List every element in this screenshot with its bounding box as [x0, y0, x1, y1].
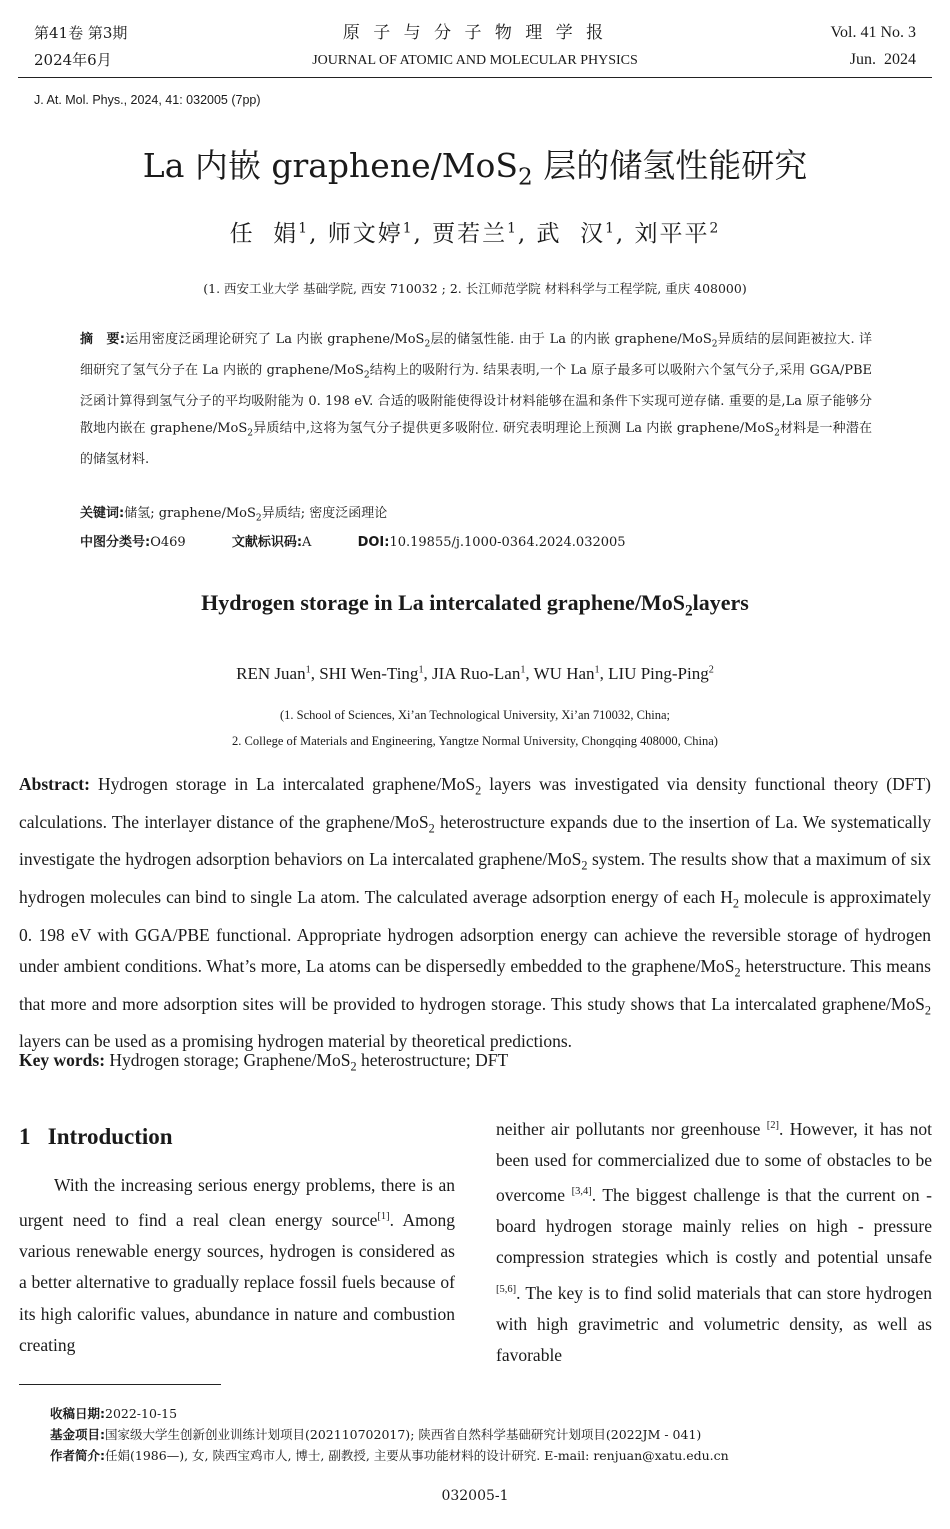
- footnotes: [50, 1403, 729, 1466]
- citation-ref[interactable]: [2]: [766, 1120, 780, 1131]
- abstract-cn-label: 摘 要:: [80, 332, 125, 347]
- authors-en: REN Juan$^1$, SHI Wen-Ting$^1$, JIA Ruo-Lan$^1$, WU Han$^1$, LIU Ping-Ping$^2$: [236, 664, 714, 683]
- funding: 基金项目:国家级大学生创新创业训练计划项目(202110702017); 陕西省自然科学基础研究计划项目(2022JM - 041): [50, 1427, 702, 1442]
- author-cn: 刘平平: [634, 221, 710, 247]
- abstract-en-label: Abstract:: [19, 774, 90, 794]
- author-cn: 贾若兰: [432, 221, 508, 247]
- header-journal-en: JOURNAL OF ATOMIC AND MOLECULAR PHYSICS: [312, 53, 638, 68]
- header-rule: [18, 77, 932, 78]
- header-issue: 第41卷 第3期: [34, 24, 128, 42]
- citation-ref[interactable]: [3,4]: [571, 1186, 592, 1198]
- page-number: 032005-1: [441, 1488, 509, 1504]
- header-date: 2024年6月: [34, 51, 112, 69]
- intro-column-1: With the increasing serious energy problems, there is an urgent need to find a real clean energy source[1]. Among various renewable energy sources, hydrogen is considered as a better alternative to gradually replace fossil fuels because of its high calorific values, abundance in nature and combustion creating: [19, 1175, 455, 1355]
- header-journal-cn: 原 子 与 分 子 物 理 学 报: [342, 23, 608, 43]
- section-heading: 1 Introduction: [19, 1124, 173, 1149]
- author-bio: 作者简介:任娟(1986—), 女, 陕西宝鸡市人, 博士, 副教授, 主要从事功能材料的设计研究. E-mail: renjuan@xatu.edu.cn: [50, 1448, 729, 1463]
- affiliation-en-1: (1. School of Sciences, Xi’an Technological University, Xi’an 710032, China;: [279, 708, 670, 722]
- abstract-cn: 摘 要:运用密度泛函理论研究了 La 内嵌 graphene/MoS$_2$层的储氢性能. 由于 La 的内嵌 graphene/MoS$_2$异质结的层间距被拉大. 详细研究了氢气分子在 La 内嵌的 graphene/MoS$_2$结构上的吸附行为. 结果表明,一个 La 原子最多可以吸附六个氢气分子,采用 GGA/PBE 泛函计算得到氢气分子的平均吸附能为 0. 198 eV. 合适的吸附能使得设计材料能够在温和条件下实现可逆存储. 重要的是,La 原子能够分散地内嵌在 graphene/MoS$_2$异质结中,这将为氢气分子提供更多吸附位. 研究表明理论上预测 La 内嵌 graphene/MoS$_2$材料是一种潜在的储氢材料.: [80, 332, 872, 467]
- citation: J. At. Mol. Phys., 2024, 41: 032005 (7pp): [34, 93, 261, 107]
- footnote-rule: [19, 1384, 221, 1385]
- abstract-en: Abstract: Hydrogen storage in La intercalated graphene/MoS$_2$ layers was investigated via density functional theory (DFT) calculations. The interlayer distance of the graphene/MoS$_2$ heterostructure expands due to the insertion of La. We systematically investigate the hydrogen adsorption behaviors on La intercalated graphene/MoS$_2$ system. The results show that a maximum of six hydrogen molecules can bind to single La atom. The calculated average adsorption energy of each $H_2$ molecule is approximately 0. 198 eV with GGA/PBE functional. Appropriate hydrogen adsorption energy can achieve the reversible storage of hydrogen under ambient conditions. What’s more, La atoms can be dispersedly embedded to the graphene/MoS$_2$ heterstructure. This means that more and more adsorption sites will be provided to hydrogen storage. This study shows that La intercalated graphene/MoS$_2$ layers can be used as a promising hydrogen material by theoretical predictions.: [19, 774, 932, 1052]
- header-month: Jun. 2024: [849, 51, 916, 68]
- title-en: Hydrogen storage in La intercalated graphene/MoS$_2$layers: [201, 590, 749, 620]
- classification-row: 中图分类号:O469 文献标识码:A DOI:10.19855/j.1000-0364.2024.032005: [80, 535, 626, 550]
- author-cn: 师文婷: [327, 221, 403, 247]
- authors-cn: 任 娟$^1$, 师文婷$^1$, 贾若兰$^1$, 武 汉$^1$, 刘平平$^2$: [229, 220, 721, 247]
- doi-link[interactable]: 10.19855/j.1000-0364.2024.032005: [389, 535, 626, 550]
- author-cn: 武 汉: [536, 221, 606, 247]
- received-date: 收稿日期:2022-10-15: [50, 1406, 178, 1421]
- title-cn: La 内嵌 graphene/MoS$_2$ 层的储氢性能研究: [142, 146, 808, 191]
- citation-ref[interactable]: [1]: [377, 1211, 390, 1223]
- header-volume: Vol. 41 No. 3: [830, 24, 916, 41]
- keywords-cn: 关键词:储氢; graphene/MoS$_2$异质结; 密度泛函理论: [80, 506, 388, 524]
- citation-ref[interactable]: [5,6]: [496, 1283, 517, 1295]
- keywords-en: Key words: Hydrogen storage; Graphene/MoS$_2$ heterostructure; DFT: [19, 1050, 509, 1074]
- intro-column-2: neither air pollutants nor greenhouse [2]. However, it has not been used for commercialized due to some of obstacles to be overcome [3,4]. The biggest challenge is that the current on - board hydrogen storage mainly relies on high - pressure compression strategies which is costly and potential unsafe [5,6]. The key is to find solid materials that can store hydrogen with high gravimetric and volumetric density, as well as favorable: [496, 1118, 933, 1365]
- author-cn: 任 娟: [229, 221, 299, 247]
- affiliation-en-2: 2. College of Materials and Engineering, Yangtze Normal University, Chongqing 408000, China): [232, 734, 718, 748]
- affiliation-cn: (1. 西安工业大学 基础学院, 西安 710032 ; 2. 长江师范学院 材料科学与工程学院, 重庆 408000): [203, 281, 747, 296]
